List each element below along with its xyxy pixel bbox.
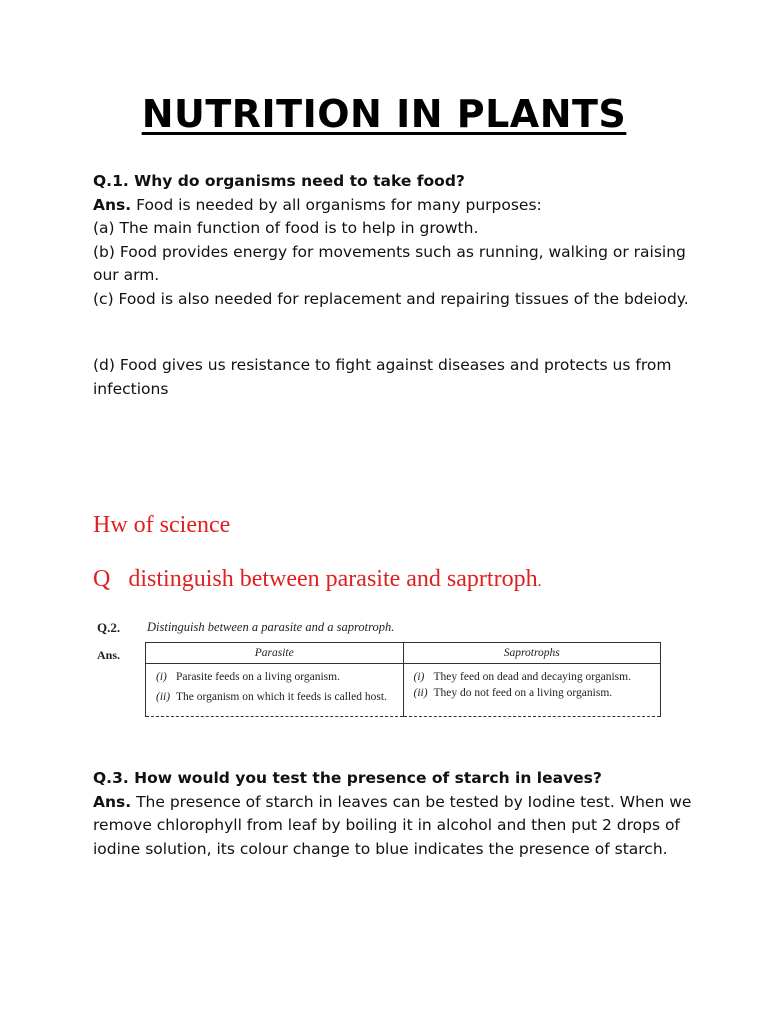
scan-q-num: Q.2. [97, 620, 121, 635]
parasite-row [156, 670, 393, 684]
q3-section [93, 767, 693, 861]
q1-answer [93, 194, 693, 218]
page-title: NUTRITION IN PLANTS [141, 92, 627, 136]
scan-ans-label: Ans. [97, 648, 121, 662]
q1-ans-label: Ans. [93, 195, 132, 214]
q1-section [93, 170, 693, 311]
scanned-table-image [93, 612, 673, 744]
row-num: (ii) [413, 687, 428, 699]
row-num: (i) [156, 671, 167, 683]
q1-point-d: (d) Food gives us resistance to fight against diseases and protects us from infections [93, 356, 672, 398]
row-text: They feed on dead and decaying organism. [433, 671, 631, 683]
hw-heading: Hw of science [93, 512, 231, 538]
q1-point-a: (a) The main function of food is to help in growth. [93, 219, 479, 237]
hw-question [93, 566, 542, 593]
parasite-cell [146, 664, 404, 717]
saprotroph-row [414, 686, 651, 700]
q3-question: Q.3. How would you test the presence of starch in leaves? [93, 769, 602, 787]
q1-point-c: (c) Food is also needed for replacement and repairing tissues of the bdeiody. [93, 289, 689, 308]
q1-point-b: (b) Food provides energy for movements such as running, walking or raising our arm. [93, 242, 686, 284]
row-num: (i) [413, 671, 425, 683]
q3-ans-text: The presence of starch in leaves can be tested by Iodine test. When we remove chlorophyll from leaf by boiling it in alcohol and then put 2 drops of iodine solution, its colour change to blue indicates the presence of starch. [93, 792, 692, 858]
q3-answer [93, 791, 693, 862]
header-saprotrophs: Saprotrophs [403, 643, 661, 664]
hw-q-text: distinguish between parasite and saprtroph [128, 566, 538, 592]
header-parasite: Parasite [146, 643, 404, 664]
row-num: (ii) [156, 691, 171, 703]
row-text: They do not feed on a living organism. [433, 687, 613, 699]
parasite-row [156, 690, 393, 704]
q3-ans-label: Ans. [93, 792, 132, 811]
saprotroph-row [414, 670, 651, 684]
q1-point-d-section [93, 354, 693, 401]
q1-ans-text: Food is needed by all organisms for many purposes: [131, 195, 542, 214]
scan-q-text: Distinguish between a parasite and a saprotroph. [147, 620, 395, 634]
row-text: The organism on which it feeds is called host. [176, 691, 387, 703]
hw-q-mark: Q [93, 566, 111, 592]
row-text: Parasite feeds on a living organism. [176, 671, 340, 683]
saprotroph-cell [403, 664, 661, 717]
q1-question: Q.1. Why do organisms need to take food? [93, 172, 465, 190]
comparison-table [145, 642, 661, 717]
hw-q-end: . [537, 573, 542, 590]
